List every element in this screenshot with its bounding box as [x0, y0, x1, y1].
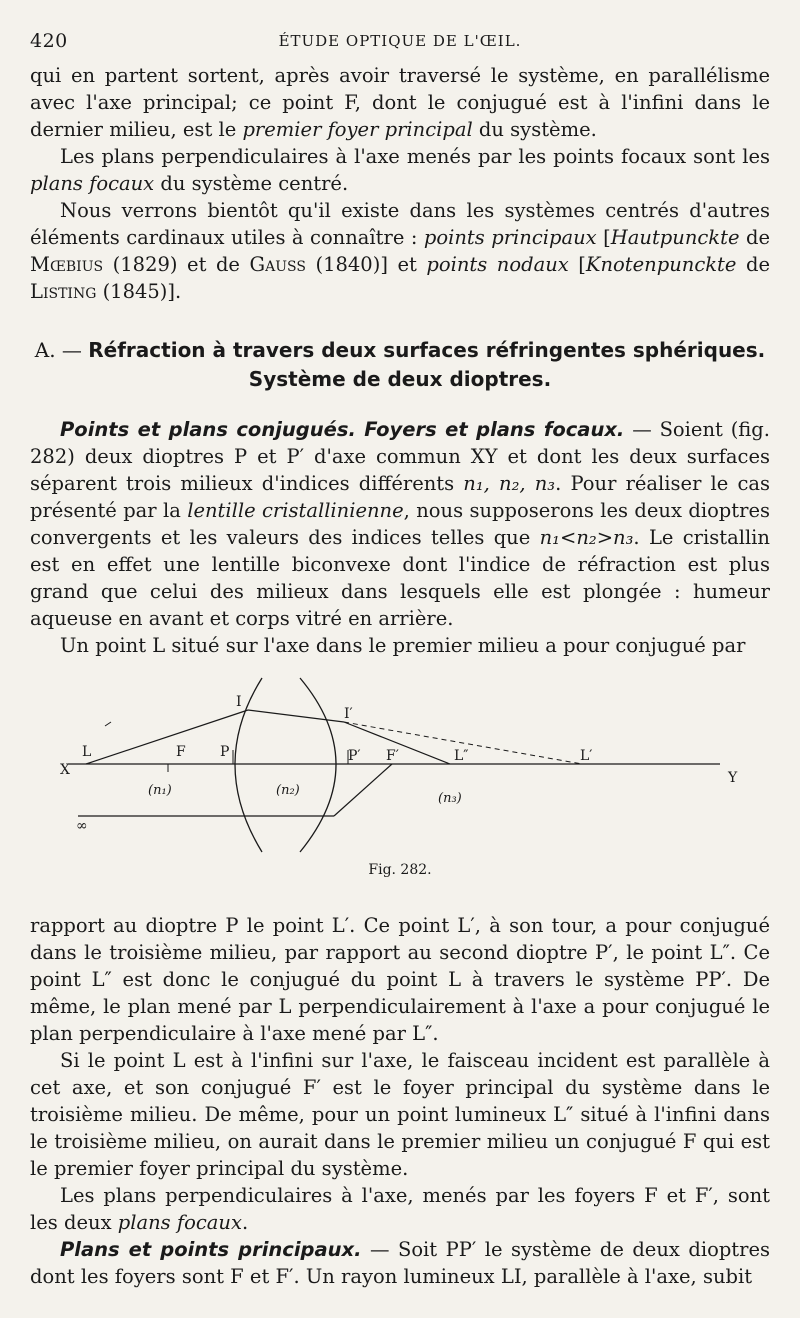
label-i: I: [236, 694, 242, 710]
label-n3: (n₃): [438, 791, 462, 806]
label-l1: L′: [580, 748, 593, 764]
page-header: [30, 30, 770, 56]
tick-mark: [105, 722, 111, 726]
paragraph-7: Si le point L est à l'infini sur l'axe, le faisceau incident est parallèle à cet axe, et son conjugué F′ est le foyer principal du système dans le troisième milieu. De même, pour un point lumineux L″ situé à l'infini dans le troisième milieu, on aurait dans le premier milieu un conjugué F qui est le premier foyer principal du système.: [30, 1049, 770, 1180]
figure-282: [50, 660, 750, 860]
label-i2: I′: [344, 706, 353, 722]
paragraph-3: Nous verrons bientôt qu'il existe dans les systèmes centrés d'autres éléments cardinaux utiles à connaître : points principaux [Hautpunckte de Mœbius (1829) et de Gauss (1840)] et points nodaux [Knotenpunckte de Listing (1845)].: [30, 199, 770, 303]
top-text: [30, 62, 770, 305]
bottom-text: [30, 912, 770, 1290]
paragraph-5: Un point L situé sur l'axe dans le premier milieu a pour conjugué par: [60, 634, 746, 657]
section-heading: A. — Réfraction à travers deux surfaces réfringentes sphériques. Système de deux dioptres.: [34, 338, 766, 391]
dioptre-p2-arc: [300, 678, 336, 852]
label-y: Y: [728, 770, 738, 786]
paragraph-2: Les plans perpendiculaires à l'axe menés par les points focaux sont les plans focaux du système centré.: [30, 145, 770, 195]
ray-to-f2: [334, 764, 392, 816]
label-x: X: [60, 762, 70, 778]
label-n1: (n₁): [148, 783, 172, 798]
label-f2: F′: [386, 748, 399, 764]
middle-text: [30, 416, 770, 659]
label-n2: (n₂): [276, 783, 300, 798]
paragraph-1: qui en partent sortent, après avoir traversé le système, en parallélisme avec l'axe principal; ce point F, dont le conjugué est à l'infini dans le dernier milieu, est le premier foyer principal du système.: [30, 64, 770, 141]
label-l2: L″: [454, 748, 469, 764]
paragraph-4: Points et plans conjugués. Foyers et plans focaux. — Soient (fig. 282) deux dioptres P et P′ d'axe commun XY et dont les deux surfaces séparent trois milieux d'indices différents n₁, n₂, n₃. Pour réaliser le cas présenté par la lentille cristallinienne, nous supposerons les deux dioptres convergents et les valeurs des indices telles que n₁<n₂>n₃. Le cristallin est en effet une lentille biconvexe dont l'indice de réfraction est plus grand que celui des milieux dans lesquels elle est plongée : humeur aqueuse en avant et corps vitré en arrière.: [30, 418, 771, 630]
label-infinity: ∞: [76, 818, 88, 834]
paragraph-8: Les plans perpendiculaires à l'axe, menés par les foyers F et F′, sont les deux plans focaux.: [30, 1184, 770, 1234]
page-number: 420: [30, 30, 68, 52]
paragraph-9: Plans et points principaux. — Soit PP′ le système de deux dioptres dont les foyers sont F et F′. Un rayon lumineux LI, parallèle à l'axe, subit: [30, 1238, 771, 1288]
label-l: L: [82, 744, 92, 760]
ray-i-i2: [248, 710, 344, 722]
running-title: ÉTUDE OPTIQUE DE L'ŒIL.: [278, 32, 522, 50]
figure-caption: Fig. 282.: [368, 862, 432, 878]
label-f: F: [176, 744, 186, 760]
label-p: P: [220, 744, 230, 760]
label-p2: P′: [348, 748, 361, 764]
paragraph-6: rapport au dioptre P le point L′. Ce point L′, à son tour, a pour conjugué dans le troisième milieu, par rapport au second dioptre P′, le point L″. Ce point L″ est donc le conjugué du point L à travers le système PP′. De même, le plan mené par L perpendiculairement à l'axe a pour conjugué le plan perpendiculaire à l'axe mené par L″.: [30, 914, 770, 1045]
